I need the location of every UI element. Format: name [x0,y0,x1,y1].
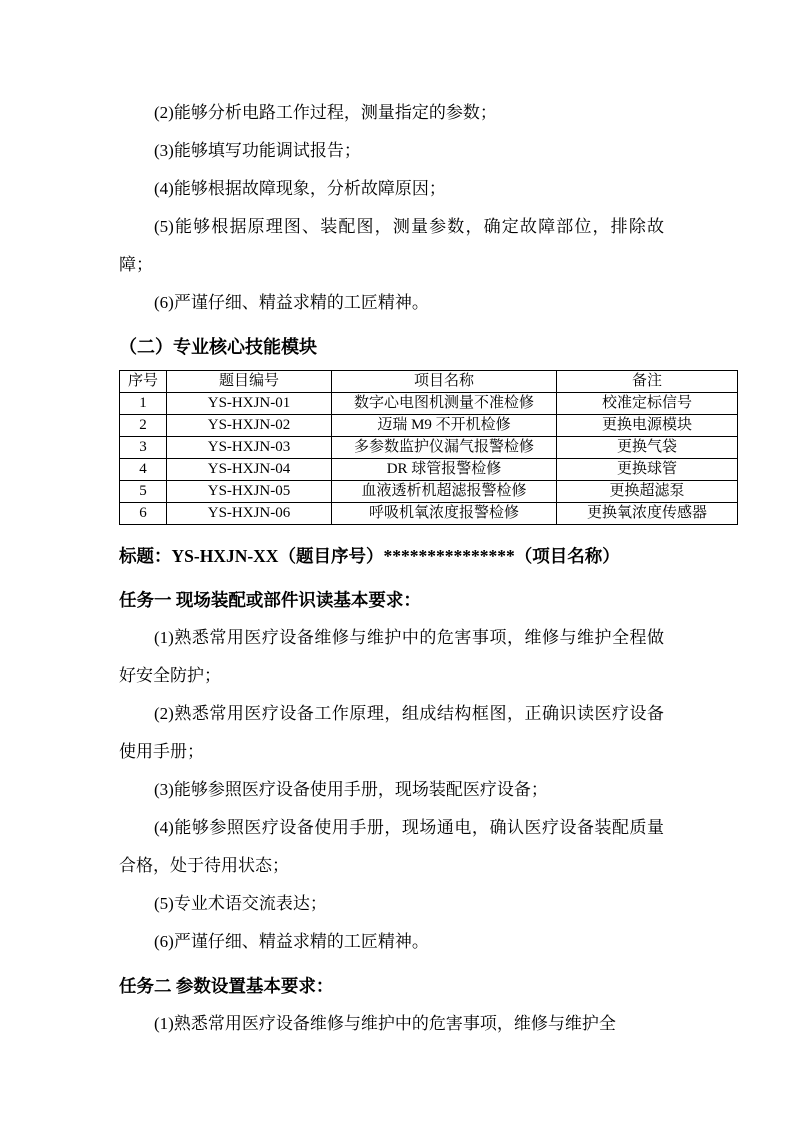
table-cell: 更换球管 [557,459,738,481]
task1-paragraph: (2)熟悉常用医疗设备工作原理，组成结构框图，正确识读医疗设备使用手册； [119,704,664,761]
intro-paragraph: (2)能够分析电路工作过程，测量指定的参数； [154,103,497,122]
section-heading: （二）专业核心技能模块 [119,337,317,357]
table-cell: 迈瑞 M9 不开机检修 [332,415,557,437]
table-header-cell: 备注 [557,371,738,393]
table-cell: YS-HXJN-06 [167,503,332,525]
table-cell: 更换超滤泵 [557,481,738,503]
table-row [120,503,738,525]
table-cell: 5 [120,481,167,503]
table-cell: 血液透析机超滤报警检修 [332,481,557,503]
table-cell: 呼吸机氧浓度报警检修 [332,503,557,525]
intro-paragraph: (6)严谨仔细、精益求精的工匠精神。 [154,293,429,312]
table-cell: YS-HXJN-04 [167,459,332,481]
task1-paragraph: (1)熟悉常用医疗设备维修与维护中的危害事项，维修与维护全程做好安全防护； [119,628,664,685]
table-cell: YS-HXJN-05 [167,481,332,503]
table-cell: YS-HXJN-02 [167,415,332,437]
table-cell: 更换气袋 [557,437,738,459]
table-cell: YS-HXJN-01 [167,393,332,415]
table-cell: 更换电源模块 [557,415,738,437]
table-cell: 多参数监护仪漏气报警检修 [332,437,557,459]
intro-paragraph: (3)能够填写功能调试报告； [154,141,361,160]
skills-table [119,370,738,525]
task1-paragraph: (6)严谨仔细、精益求精的工匠精神。 [154,932,429,951]
intro-paragraph: (5)能够根据原理图、装配图，测量参数，确定故障部位，排除故障； [119,217,664,274]
task1-paragraph: (3)能够参照医疗设备使用手册，现场装配医疗设备； [154,780,548,799]
table-row [120,393,738,415]
table-cell: 3 [120,437,167,459]
table-row [120,437,738,459]
task1-heading: 任务一 现场装配或部件识读基本要求： [119,590,421,610]
title-line: 标题：YS-HXJN-XX（题目序号）***************（项目名称） [119,546,620,566]
task1-paragraph: (4)能够参照医疗设备使用手册，现场通电，确认医疗设备装配质量合格，处于待用状态； [119,818,664,875]
table-cell: 4 [120,459,167,481]
table-header-cell: 序号 [120,371,167,393]
task2-heading: 任务二 参数设置基本要求： [119,976,334,996]
table-cell: DR 球管报警检修 [332,459,557,481]
table-row [120,481,738,503]
task2-paragraph: (1)熟悉常用医疗设备维修与维护中的危害事项，维修与维护全 [154,1014,616,1033]
table-cell: 2 [120,415,167,437]
table-cell: 数字心电图机测量不准检修 [332,393,557,415]
table-cell: YS-HXJN-03 [167,437,332,459]
table-header-row [120,371,738,393]
table-cell: 6 [120,503,167,525]
table-cell: 校准定标信号 [557,393,738,415]
table-header-cell: 项目名称 [332,371,557,393]
table-cell: 更换氧浓度传感器 [557,503,738,525]
table-row [120,415,738,437]
table-header-cell: 题目编号 [167,371,332,393]
task1-paragraph: (5)专业术语交流表达； [154,894,327,913]
table-cell: 1 [120,393,167,415]
intro-paragraph: (4)能够根据故障现象，分析故障原因； [154,179,446,198]
table-row [120,459,738,481]
